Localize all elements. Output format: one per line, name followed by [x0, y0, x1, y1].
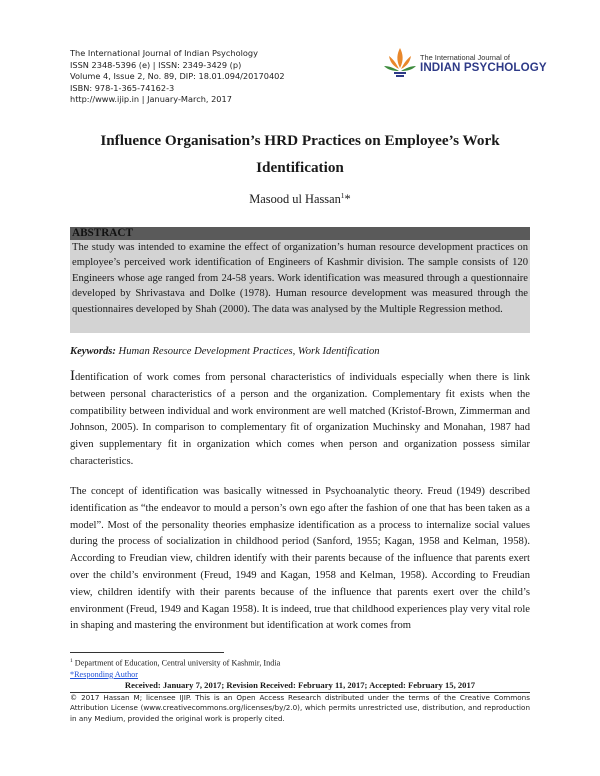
journal-name: The International Journal of Indian Psychology	[70, 48, 258, 58]
keywords-text: Human Resource Development Practices, Work Identification	[115, 346, 380, 357]
author-affil-sup: 1	[340, 191, 345, 200]
received-dates: Received: January 7, 2017; Revision Received: February 11, 2017; Accepted: February 15, 2017	[124, 680, 476, 690]
title-line1: Influence Organisation’s HRD Practices on Employee’s Work	[100, 132, 500, 149]
footnote-1	[70, 656, 530, 669]
journal-url-date: http://www.ijip.in | January-March, 2017	[70, 94, 232, 105]
footnote-divider	[70, 652, 224, 653]
volume-info: Volume 4, Issue 2, No. 89, DIP: 18.01.094/20170402	[70, 71, 285, 82]
body-paragraph-1	[70, 368, 530, 471]
body-paragraph-2: The concept of identification was basically witnessed in Psychoanalytic theory. Freud (1949) described identification as “the endeavor to mould a person’s own ego after the fashion of one that has been taken as a model”. Most of the personality theories emphasize identification as a process to internalize social values during the process of socialization in childhood period (Sanford, 1955; Kagan, 1958 and Kelman, 1958). According to Freudian view, children identify with their parents because of the influence that parents exert over the child’s environment (Freud, 1949 and Kagan, 1958 and Kelman, 1958). According to Freudian view, children identify with their parents because of the influence that parents exert over the child’s environment (Freud, 1949 and Kagan 1958). It is indeed, true that childhood experiences play very vital role in shaping and mastering the environment but identification at work comes from	[70, 486, 530, 632]
paper-title	[70, 127, 530, 181]
author-name: Masood ul Hassan	[249, 192, 341, 207]
footnote-text: Department of Education, Central university of Kashmir, India	[72, 658, 281, 668]
isbn: ISBN: 978-1-365-74162-3	[70, 82, 175, 93]
author-mark: *	[344, 192, 351, 207]
footnote-sup: 1	[70, 658, 73, 664]
keywords	[70, 346, 530, 357]
footnotes	[70, 656, 530, 680]
license-text: © 2017 Hassan M; licensee IJIP. This is an Open Access Research distributed under the terms of the Creative Commons Attribution License (www.creativecommons.org/licenses/by/2.0), which permits unrestricted use, distribution, and reproduction in any Medium, provided the original work is properly cited.	[70, 693, 530, 723]
logo-text-line1: The International Journal of	[420, 53, 510, 62]
flame-logo-icon	[380, 44, 420, 90]
journal-header	[70, 48, 370, 106]
abstract-heading: ABSTRACT	[70, 227, 530, 240]
issn: ISSN 2348-5396 (e) | ISSN: 2349-3429 (p)	[70, 59, 242, 70]
paragraph-1-text: dentification of work comes from personal characteristics of individuals especially when there is link between personal characteristics of a person and the organization. Complementary fit exists when the compatibility between individual and work environment are well matched (Kristof-Brown, Zimmerman and Johnson, 2005). In comparison to complementary fit of organization Muchinsky and Monahan, 1987 had given supplementary fit in organization which comes when person and organization possess similar characteristics.	[70, 372, 530, 467]
author-line	[70, 191, 530, 207]
responding-author-link[interactable]: *Responding Author	[70, 669, 139, 679]
journal-logo	[380, 44, 547, 92]
keywords-label: Keywords:	[70, 346, 116, 357]
drop-cap: I	[70, 368, 75, 384]
title-line2: Identification	[256, 159, 344, 176]
logo-text-line2: INDIAN PSYCHOLOGY	[420, 61, 547, 74]
abstract-body: The study was intended to examine the effect of organization’s human resource development practices on employee’s perceived work identification of Engineers of Kashmir division. The sample consists of 120 Engineers whose age ranged from 24-58 years. Work identification was measured through a questionnaire developed by Shrivastava and Dolke (1978). Human resource development was measured through the questionnaires developed by Shah (2000). The data was analysed by the Multiple Regression method.	[70, 240, 530, 333]
